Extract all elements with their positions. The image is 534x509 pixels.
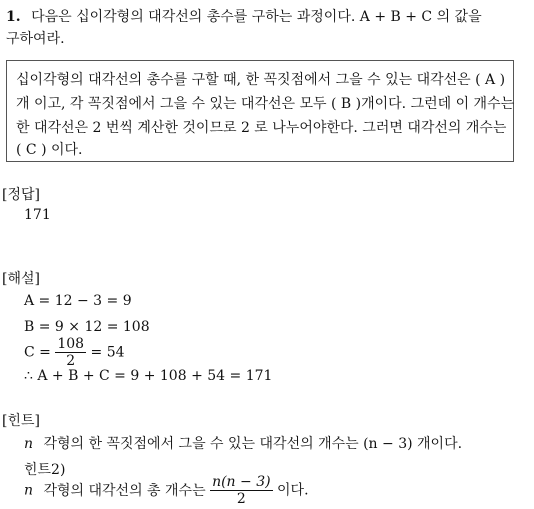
hint-line-3-text: 각형의 대각선의 총 개수는: [43, 482, 206, 499]
hint-line-3: [24, 474, 309, 507]
explanation-b: B = 9 × 12 = 108: [24, 319, 150, 335]
passage-line-1: 십이각형의 대각선의 총수를 구할 때, 한 꼭짓점에서 그을 수 있는 대각선은 ( A ): [16, 72, 506, 88]
hint-fraction-numerator: n(n − 3): [212, 474, 271, 490]
hint-fraction: [210, 474, 273, 507]
passage-line-3: 한 대각선은 2 번씩 계산한 것이므로 2 로 나누어야한다. 그러면 대각선의 개수는: [16, 120, 507, 136]
explanation-a: A = 12 − 3 = 9: [24, 293, 132, 309]
question-line-1: [6, 6, 482, 26]
answer-value: 171: [24, 207, 51, 223]
passage-box: [6, 60, 514, 162]
explanation-c: [24, 336, 125, 369]
hint-fraction-denominator: 2: [236, 491, 246, 507]
hint-label: [힌트]: [2, 413, 40, 429]
passage-line-4: ( C ) 이다.: [16, 142, 83, 158]
question-number: 1.: [6, 9, 21, 25]
hint-line-1-var: n: [24, 436, 34, 452]
explanation-c-suffix: = 54: [90, 344, 125, 361]
answer-label: [정답]: [2, 187, 40, 203]
explanation-label: [해설]: [2, 271, 40, 287]
passage-line-2: 개 이고, 각 꼭짓점에서 그을 수 있는 대각선은 모두 ( B )개이다. 그런데 이 개수는: [16, 96, 515, 112]
hint-line-3-var: n: [24, 482, 34, 499]
explanation-c-numerator: 108: [57, 336, 85, 352]
question-text-2: 구하여라.: [6, 31, 65, 47]
hint-line-1: [24, 433, 462, 453]
hint-line-3-suffix: 이다.: [277, 482, 309, 499]
explanation-c-denominator: 2: [66, 353, 76, 369]
hint-line-1-text: 각형의 한 꼭짓점에서 그을 수 있는 대각선의 개수는 (n − 3) 개이다.: [43, 436, 463, 452]
explanation-c-fraction: [55, 336, 86, 369]
explanation-c-prefix: C =: [24, 344, 51, 361]
explanation-total: ∴ A + B + C = 9 + 108 + 54 = 171: [24, 368, 273, 384]
hint-line-2: 힌트2): [24, 462, 66, 478]
question-text-1: 다음은 십이각형의 대각선의 총수를 구하는 과정이다. A + B + C 의 값을: [31, 9, 482, 25]
